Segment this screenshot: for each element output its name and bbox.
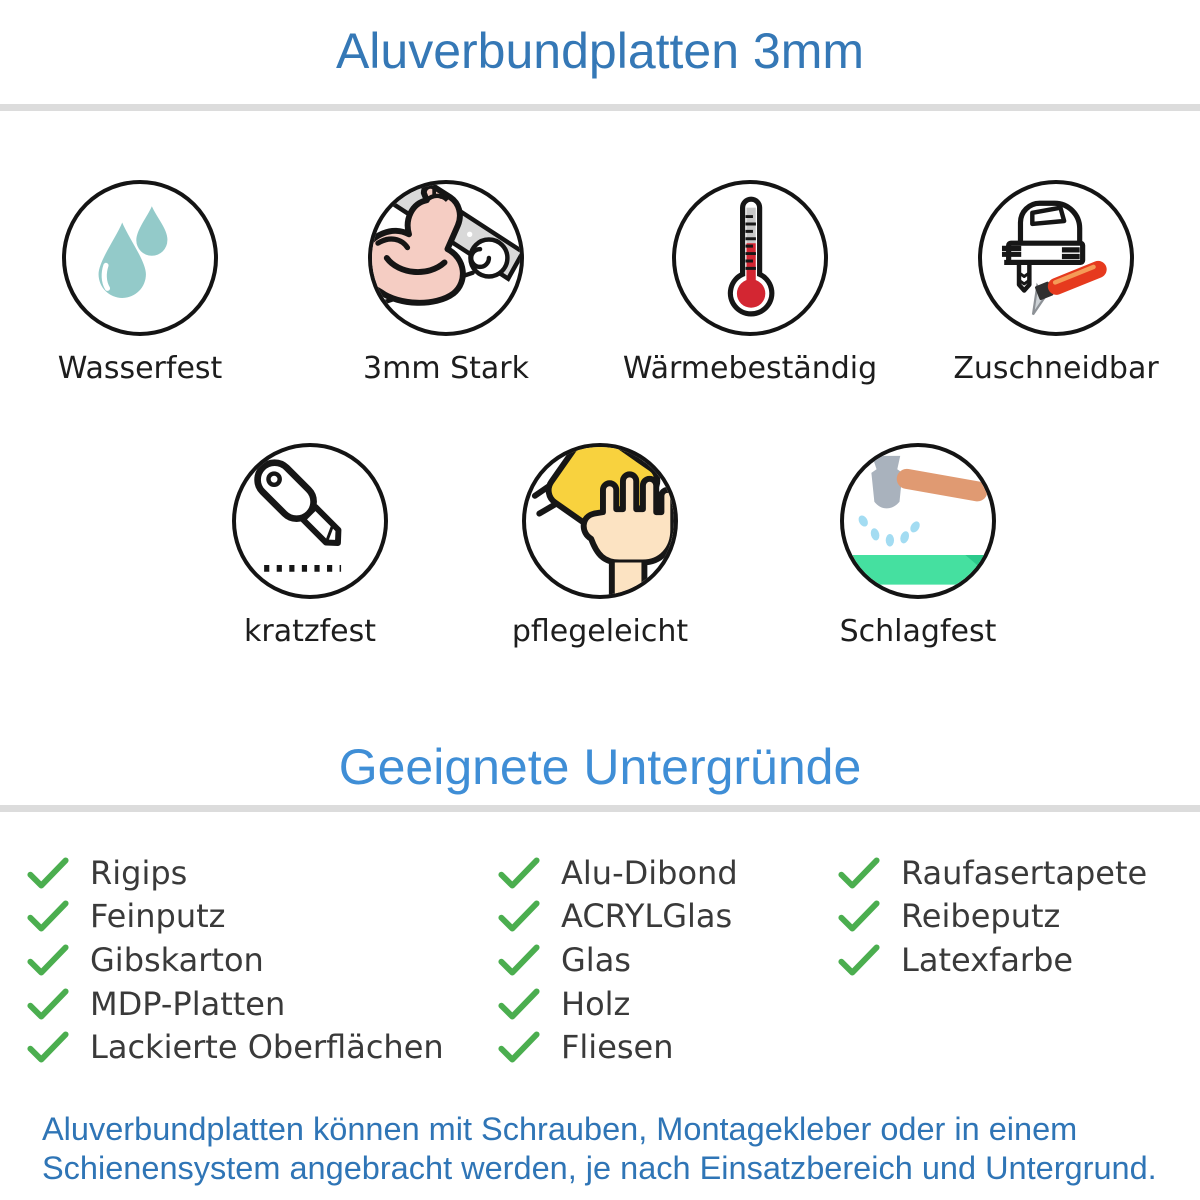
feature-pflegeleicht [470, 443, 730, 649]
feature-label: 3mm Stark [363, 351, 529, 386]
section-divider [0, 104, 1200, 111]
substrate-item [498, 938, 738, 982]
checkmark-icon [838, 857, 880, 889]
substrate-label: Raufasertapete [901, 853, 1148, 892]
substrate-item [498, 895, 738, 939]
substrate-item [27, 851, 444, 895]
substrate-item [27, 982, 444, 1026]
water-drops-icon [62, 180, 218, 336]
substrate-item [838, 851, 1147, 895]
hand-with-cloth-icon [522, 443, 678, 599]
substrate-label: Reibeputz [901, 897, 1061, 936]
page-title: Aluverbundplatten 3mm [335, 23, 865, 79]
section-divider [0, 805, 1200, 812]
feature-zuschneidbar [926, 180, 1186, 386]
checkmark-icon [498, 988, 540, 1020]
substrate-item [27, 938, 444, 982]
substrate-list-3 [838, 851, 1147, 982]
substrate-label: Feinputz [90, 897, 226, 936]
flexed-arm-panel-icon [368, 180, 524, 336]
substrate-item [27, 895, 444, 939]
substrate-list-2 [498, 851, 738, 1069]
substrate-label: Lackierte Oberflächen [90, 1028, 444, 1067]
substrate-label: Fliesen [561, 1028, 674, 1067]
feature-label: kratzfest [243, 614, 376, 649]
substrate-item [498, 851, 738, 895]
checkmark-icon [27, 857, 69, 889]
checkmark-icon [498, 857, 540, 889]
substrate-item [838, 938, 1147, 982]
substrates-title: Geeignete Untergründe [338, 739, 862, 795]
thermometer-icon [672, 180, 828, 336]
jigsaw-knife-icon [978, 180, 1134, 336]
checkmark-icon [27, 900, 69, 932]
mounting-note [42, 1110, 1182, 1188]
substrate-label: Alu-Dibond [561, 853, 738, 892]
utility-knife-icon [232, 443, 388, 599]
substrate-list-1 [27, 851, 444, 1069]
feature-label: Wasserfest [57, 351, 223, 386]
substrate-label: Latexfarbe [901, 940, 1074, 979]
mounting-note-line1: Aluverbundplatten können mit Schrauben, Montagekleber oder in einem [42, 1111, 1078, 1147]
checkmark-icon [498, 944, 540, 976]
substrate-label: MDP-Platten [90, 984, 286, 1023]
feature-3mm-stark [316, 180, 576, 386]
checkmark-icon [498, 1031, 540, 1063]
mounting-note-line2: Schienensystem angebracht werden, je nach Einsatzbereich und Untergrund. [42, 1150, 1157, 1186]
substrate-label: Gibskarton [90, 940, 264, 979]
hammer-surface-icon [840, 443, 996, 599]
checkmark-icon [838, 944, 880, 976]
feature-label: Schlagfest [839, 614, 997, 649]
feature-schlagfest [788, 443, 1048, 649]
substrate-item [838, 895, 1147, 939]
substrate-label: Glas [561, 940, 631, 979]
substrate-label: ACRYLGlas [561, 897, 733, 936]
checkmark-icon [498, 900, 540, 932]
feature-label: pflegeleicht [511, 614, 689, 649]
substrate-item [498, 982, 738, 1026]
substrate-item [27, 1025, 444, 1069]
feature-wasserfest [10, 180, 270, 386]
substrate-label: Holz [561, 984, 631, 1023]
checkmark-icon [27, 944, 69, 976]
feature-label: Zuschneidbar [953, 351, 1159, 386]
checkmark-icon [838, 900, 880, 932]
feature-waermebestaendig [620, 180, 880, 386]
substrate-item [498, 1025, 738, 1069]
substrate-label: Rigips [90, 853, 188, 892]
feature-kratzfest [180, 443, 440, 649]
checkmark-icon [27, 1031, 69, 1063]
checkmark-icon [27, 988, 69, 1020]
feature-label: Wärmebeständig [622, 351, 878, 386]
